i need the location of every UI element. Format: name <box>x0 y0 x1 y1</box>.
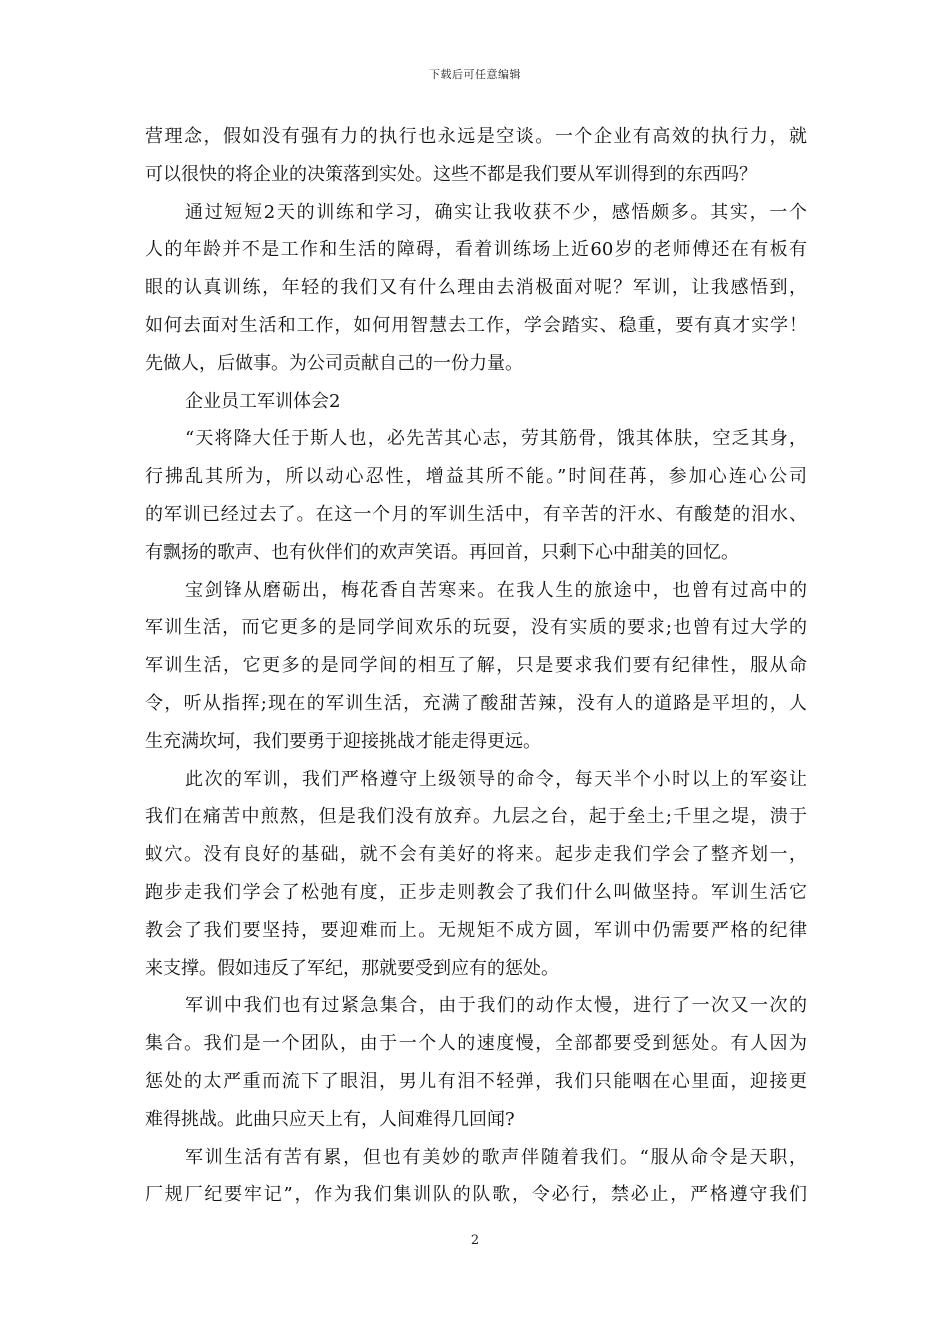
text-line: 企业员工军训体会2 <box>185 390 341 412</box>
text-line: 厂规厂纪要牢记”，作为我们集训队的队歌，令必行，禁必止，严格遵守我们 <box>145 1184 807 1206</box>
text-line: 跑步走我们学会了松弛有度，正步走则教会了我们什么叫做坚持。军训生活它 <box>145 881 807 903</box>
text-line: 此次的军训，我们严格遵守上级领导的命令，每天半个小时以上的军姿让 <box>185 768 807 790</box>
text-line: 营理念，假如没有强有力的执行也永远是空谈。一个企业有高效的执行力，就 <box>145 126 807 147</box>
text-line: 军训生活，而它更多的是同学间欢乐的玩耍，没有实质的要求;也曾有过大学的 <box>145 617 807 639</box>
document-body <box>145 118 807 1214</box>
text-line: 通过短短2天的训练和学习，确实让我收获不少，感悟颇多。其实，一个 <box>185 201 807 223</box>
text-line: 军训生活，它更多的是同学间的相互了解，只是要求我们要有纪律性，服从命 <box>145 655 807 677</box>
text-line: 集合。我们是一个团队，由于一个人的速度慢，全部都要受到惩处。有人因为 <box>145 1033 807 1055</box>
text-line: 如何去面对生活和工作，如何用智慧去工作，学会踏实、稳重，要有真才实学！ <box>145 314 807 336</box>
text-line: 的军训已经过去了。在这一个月的军训生活中，有辛苦的汗水、有酸楚的泪水、 <box>145 503 807 525</box>
text-line: 惩处的太严重而流下了眼泪，男儿有泪不轻弹，我们只能咽在心里面，迎接更 <box>145 1070 807 1092</box>
text-line: 可以很快的将企业的决策落到实处。这些不都是我们要从军训得到的东西吗？ <box>145 163 757 185</box>
text-line: “天将降大任于斯人也，必先苦其心志，劳其筋骨，饿其体肤，空乏其身， <box>185 428 807 450</box>
text-line: 令，听从指挥;现在的军训生活，充满了酸甜苦辣，没有人的道路是平坦的，人 <box>145 692 807 714</box>
text-line: 来支撑。假如违反了军纪，那就要受到应有的惩处。 <box>145 957 559 979</box>
text-line: 有飘扬的歌声、也有伙伴们的欢声笑语。再回首，只剩下心中甜美的回忆。 <box>145 541 739 563</box>
text-line: 我们在痛苦中煎熬，但是我们没有放弃。九层之台，起于垒土;千里之堤，溃于 <box>145 806 807 828</box>
text-line: 生充满坎坷，我们要勇于迎接挑战才能走得更远。 <box>145 730 541 752</box>
text-line: 军训生活有苦有累，但也有美妙的歌声伴随着我们。“服从命令是天职， <box>185 1146 807 1168</box>
text-line: 眼的认真训练，年轻的我们又有什么理由去消极面对呢？军训，让我感悟到， <box>145 277 807 299</box>
page-header: 下载后可任意编辑 <box>429 68 521 81</box>
text-line: 宝剑锋从磨砺出，梅花香自苦寒来。在我人生的旅途中，也曾有过高中的 <box>185 579 807 601</box>
text-line: 难得挑战。此曲只应天上有，人间难得几回闻? <box>145 1108 515 1130</box>
text-line: 先做人，后做事。为公司贡献自己的一份力量。 <box>145 352 523 374</box>
text-line: 行拂乱其所为，所以动心忍性，增益其所不能。”时间荏苒，参加心连心公司 <box>145 466 807 488</box>
text-line: 人的年龄并不是工作和生活的障碍，看着训练场上近60岁的老师傅还在有板有 <box>145 239 807 261</box>
text-line: 蚁穴。没有良好的基础，就不会有美好的将来。起步走我们学会了整齐划一， <box>145 844 807 866</box>
text-line: 军训中我们也有过紧急集合，由于我们的动作太慢，进行了一次又一次的 <box>185 995 807 1017</box>
text-line: 教会了我们要坚持，要迎难而上。无规矩不成方圆，军训中仍需要严格的纪律 <box>145 919 807 941</box>
page-number: 2 <box>470 1233 480 1248</box>
